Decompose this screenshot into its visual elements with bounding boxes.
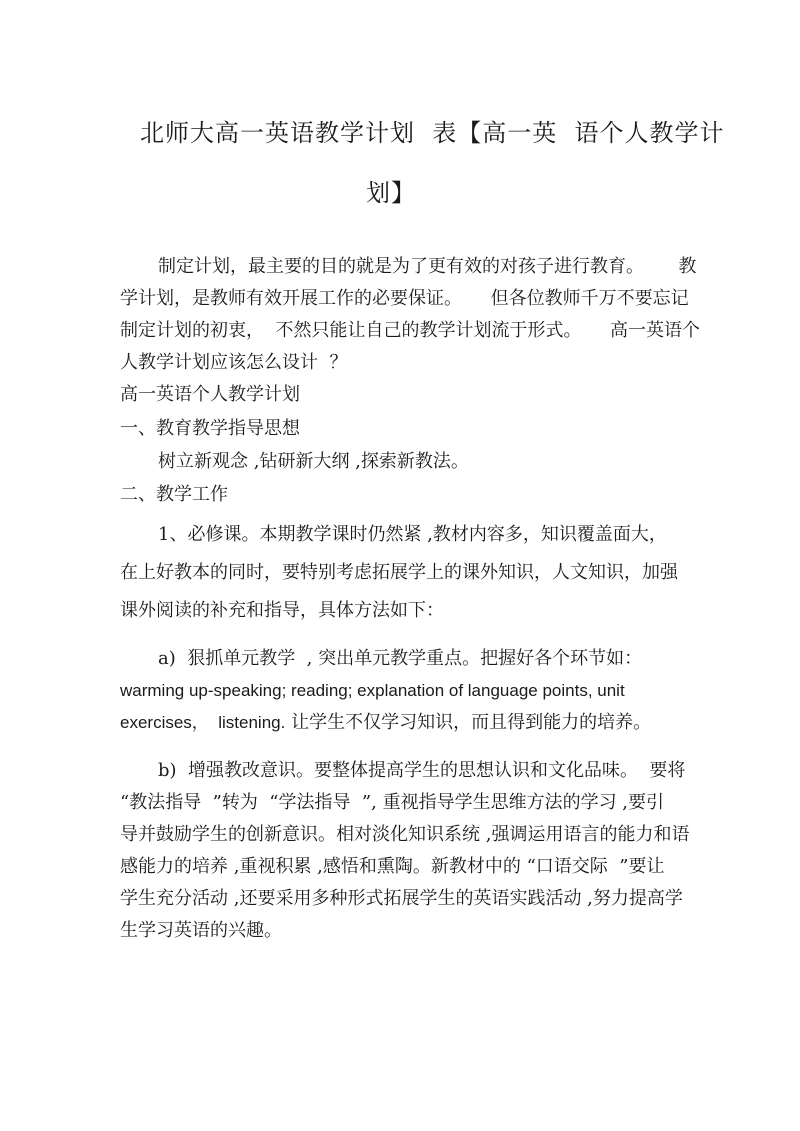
paragraph-line: 1、必修课。本期教学课时仍然紧 ,教材内容多，知识覆盖面大， — [158, 524, 667, 545]
paragraph-line: 生学习英语的兴趣。 — [120, 920, 282, 941]
section-body-guiding-ideology: 树立新观念 ,钻研新大纲 ,探索新教法。 — [158, 451, 469, 472]
paragraph-line: warming up-speaking; reading; explanation of language points, unit — [120, 681, 625, 700]
plan-subtitle: 高一英语个人教学计划 — [120, 384, 300, 405]
document-title-line-2: 划】 — [366, 179, 416, 207]
paragraph-line: 在上好教本的同时，要特别考虑拓展学上的课外知识，人文知识，加强 — [120, 562, 678, 583]
section-heading-guiding-ideology: 一、教育教学指导思想 — [120, 418, 300, 439]
chinese-text: 让学生不仅学习知识，而且得到能力的培养。 — [285, 712, 652, 733]
paragraph-line: 学生充分活动 ,还要采用多种形式拓展学生的英语实践活动 ,努力提高学 — [120, 888, 683, 909]
paragraph-line: 感能力的培养 ,重视积累 ,感悟和熏陶。新教材中的 “口语交际 ”要让 — [120, 856, 665, 877]
paragraph-line — [120, 712, 651, 734]
paragraph-line: 学计划，是教师有效开展工作的必要保证。 但各位教师千万不要忘记 — [120, 288, 689, 309]
paragraph-line: a) 狠抓单元教学 , 突出单元教学重点。把握好各个环节如： — [158, 648, 643, 669]
paragraph-line: 导并鼓励学生的创新意识。相对淡化知识系统 ,强调运用语言的能力和语 — [120, 824, 690, 845]
paragraph-line: 课外阅读的补充和指导，具体方法如下： — [120, 600, 444, 621]
section-heading-teaching-work: 二、教学工作 — [120, 484, 228, 505]
paragraph-line: “教法指导 ”转为 “学法指导 ”, 重视指导学生思维方法的学习 ,要引 — [120, 792, 665, 813]
document-title-line-1: 北师大高一英语教学计划 表【高一英 语个人教学计 — [140, 119, 725, 147]
paragraph-line: b) 增强教改意识。要整体提高学生的思想认识和文化品味。 要将 — [158, 760, 686, 781]
paragraph-line: 制定计划，最主要的目的就是为了更有效的对孩子进行教育。 教 — [158, 256, 697, 277]
paragraph-line: 制定计划的初衷， 不然只能让自己的教学计划流于形式。 高一英语个 — [120, 320, 701, 341]
latin-text: exercises， listening. — [120, 713, 286, 732]
paragraph-line: 人教学计划应该怎么设计 ？ — [120, 352, 348, 373]
